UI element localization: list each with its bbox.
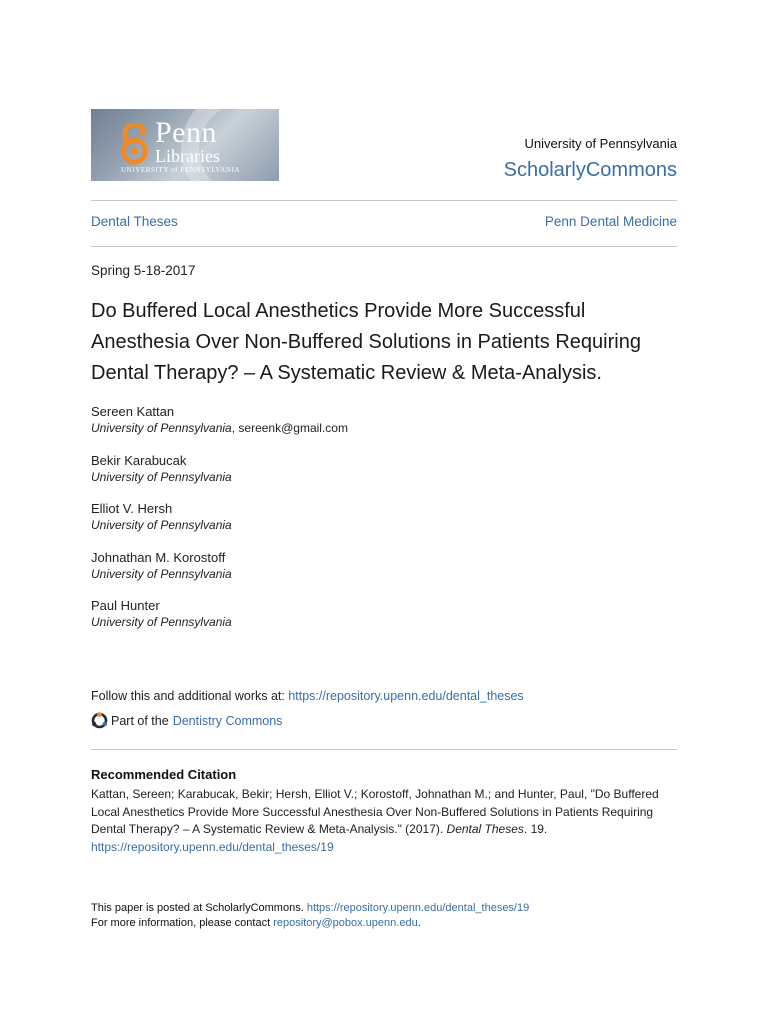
penn-dental-medicine-link[interactable]: Penn Dental Medicine (544, 214, 677, 229)
author-entry (91, 550, 677, 599)
author-name: Paul Hunter (91, 598, 160, 613)
author-entry (91, 501, 677, 550)
author-entry (91, 453, 677, 502)
dental-theses-url-link[interactable]: https://repository.upenn.edu/dental_theses (288, 689, 524, 703)
logo-university-text: UNIVERSITY of PENNSYLVANIA (121, 166, 241, 174)
author-name: Elliot V. Hersh (91, 501, 173, 516)
contact-end: . (417, 917, 421, 929)
contact-text: For more information, please contact (91, 917, 274, 929)
scholarlycommons-link[interactable]: ScholarlyCommons (503, 159, 677, 181)
divider (91, 749, 677, 750)
author-entry (91, 598, 677, 647)
network-commons-icon (91, 712, 108, 729)
contact-line (91, 916, 529, 931)
citation-body: Kattan, Sereen; Karabucak, Bekir; Hersh, Elliot V.; Korostoff, Johnathan M.; and Hunter, Paul, "Do Buffered Local Anesthetics Provide More Successful Anesthesia Over Non-Buffered Solutions in Patients Requiring Dental Therapy? – A Systematic Review & Meta-Analysis." (2017). (91, 787, 659, 836)
author-list (91, 404, 677, 647)
citation-url-link[interactable]: https://repository.upenn.edu/dental_theses/19 (91, 839, 334, 854)
author-name: Johnathan M. Korostoff (91, 549, 226, 565)
citation-number: . 19. (523, 822, 548, 836)
citation-text (91, 786, 681, 856)
institution-header (504, 136, 677, 182)
part-of-text: Part of the (111, 713, 169, 728)
dental-theses-link[interactable]: Dental Theses (91, 214, 178, 229)
divider (91, 246, 677, 247)
author-affiliation: University of Pennsylvania (91, 566, 232, 581)
publication-date: Spring 5-18-2017 (91, 263, 196, 278)
author-name: Bekir Karabucak (91, 452, 187, 468)
citation-heading: Recommended Citation (91, 767, 237, 782)
follow-works-line (91, 689, 524, 703)
author-name: Sereen Kattan (91, 404, 175, 419)
open-access-lock-icon (119, 123, 149, 165)
paper-title: Do Buffered Local Anesthetics Provide More Successful Anesthesia Over Non-Buffered Solutions in Patients Requiring Dental Therapy? – A Systematic Review & Meta-Analysis. (91, 300, 641, 384)
author-affiliation: University of Pennsylvania, sereenk@gmail.com (91, 421, 348, 435)
footer (91, 901, 529, 931)
author-email: , sereenk@gmail.com (231, 421, 348, 435)
author-affiliation: University of Pennsylvania (91, 615, 232, 629)
posted-text: This paper is posted at ScholarlyCommons. (91, 902, 307, 914)
author-entry (91, 404, 677, 453)
author-affiliation: University of Pennsylvania (91, 518, 232, 532)
citation-journal: Dental Theses (446, 822, 524, 836)
institution-name: University of Pennsylvania (524, 136, 677, 151)
contact-email-link[interactable]: repository@pobox.upenn.edu (273, 917, 418, 929)
part-of-line (91, 712, 282, 729)
divider (91, 200, 677, 201)
logo-penn-text: Penn (155, 116, 217, 149)
dentistry-commons-link[interactable]: Dentistry Commons (172, 713, 283, 728)
posted-line (91, 901, 529, 916)
author-affiliation: University of Pennsylvania (91, 469, 232, 484)
logo-libraries-text: Libraries (155, 146, 220, 166)
posted-url-link[interactable]: https://repository.upenn.edu/dental_theses/19 (306, 902, 530, 914)
penn-libraries-logo[interactable] (91, 109, 279, 181)
follow-text: Follow this and additional works at: (91, 689, 289, 703)
